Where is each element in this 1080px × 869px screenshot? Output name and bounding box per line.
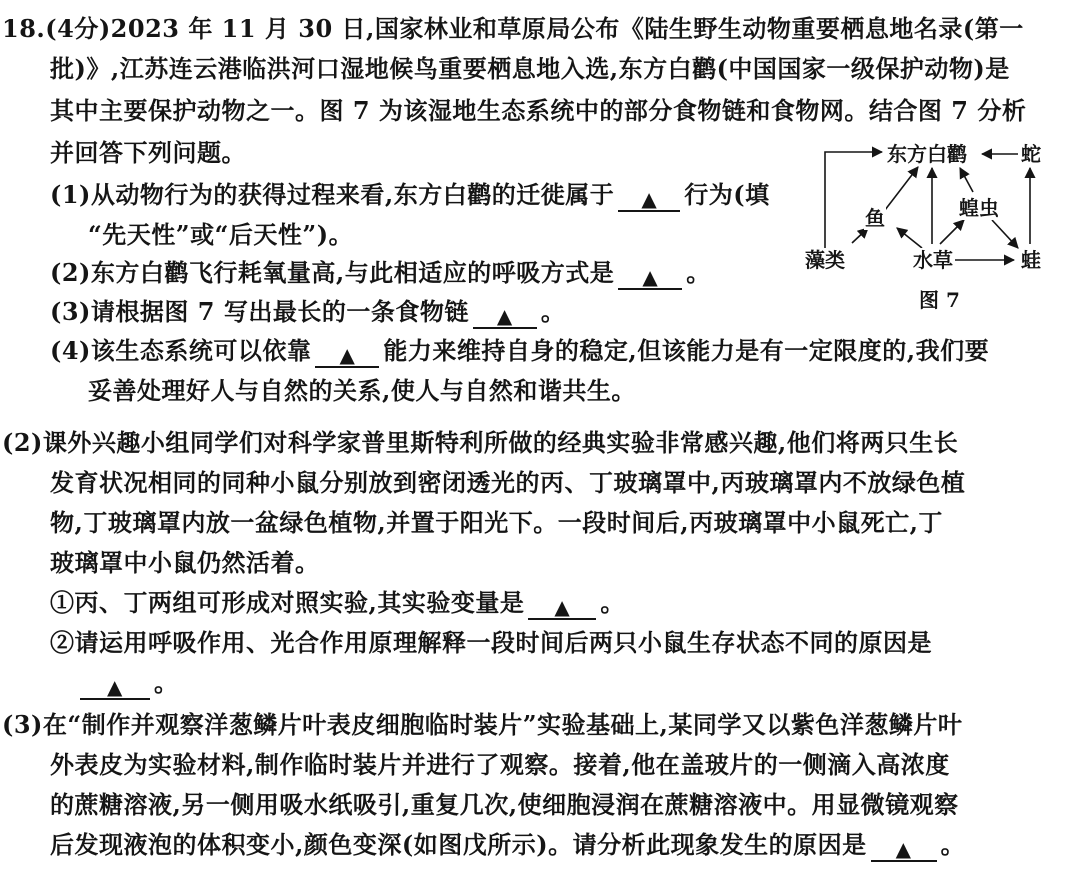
food-web-figure bbox=[800, 140, 1060, 320]
arrow-fish-to-stork bbox=[885, 167, 918, 210]
answer-blank-6[interactable]: ▲ bbox=[80, 674, 150, 700]
answer-blank-1[interactable]: ▲ bbox=[618, 186, 680, 212]
answer-blank-5[interactable]: ▲ bbox=[528, 594, 596, 620]
part2-sub-2: ②请运用呼吸作用、光合作用原理解释一段时间后两只小鼠生存状态不同的原因是 bbox=[50, 628, 932, 657]
answer-blank-4[interactable]: ▲ bbox=[315, 342, 379, 368]
arrow-grasshopper-to-frog bbox=[992, 220, 1018, 248]
answer-blank-2[interactable]: ▲ bbox=[618, 264, 682, 290]
node-fish: 鱼 bbox=[865, 206, 885, 230]
subquestion-4-line-2: 妥善处理好人与自然的关系,使人与自然和谐共生。 bbox=[88, 376, 636, 405]
node-grasshopper: 蝗虫 bbox=[959, 196, 999, 220]
answer-blank-3[interactable]: ▲ bbox=[473, 303, 537, 329]
part2-sub-2-line-2: ▲ 。 bbox=[80, 668, 179, 700]
node-frog: 蛙 bbox=[1021, 248, 1041, 272]
question-line-1 bbox=[2, 14, 1024, 44]
part2-line-1: (2)课外兴趣小组同学们对科学家普里斯特利所做的经典实验非常感兴趣,他们将两只生长 bbox=[2, 428, 959, 457]
question-line-4: 并回答下列问题。 bbox=[50, 138, 246, 167]
arrow-grasshopper-to-stork bbox=[960, 168, 973, 192]
arrow-grass-to-fish bbox=[897, 228, 922, 248]
arrow-grass-to-grasshopper bbox=[940, 220, 964, 244]
node-algae: 藻类 bbox=[805, 248, 845, 272]
subquestion-4: (4)该生态系统可以依靠 ▲ 能力来维持自身的稳定,但该能力是有一定限度的,我们要 bbox=[50, 336, 990, 367]
part2-line-2: 发育状况相同的同种小鼠分别放到密闭透光的丙、丁玻璃罩中,丙玻璃罩内不放绿色植 bbox=[50, 468, 966, 497]
subquestion-1-line-2: “先天性”或“后天性”)。 bbox=[88, 220, 354, 249]
part3-line-1: (3)在“制作并观察洋葱鳞片叶表皮细胞临时装片”实验基础上,某同学又以紫色洋葱鳞片叶 bbox=[2, 710, 963, 739]
part2-sub-1: ①丙、丁两组可形成对照实验,其实验变量是 ▲ 。 bbox=[50, 588, 625, 619]
arrow-algae-to-fish bbox=[852, 228, 868, 243]
question-number: 18. bbox=[2, 14, 46, 43]
subquestion-1: (1)从动物行为的获得过程来看,东方白鹳的迁徙属于 ▲ 行为(填 bbox=[50, 180, 770, 211]
subquestion-3: (3)请根据图 7 写出最长的一条食物链 ▲ 。 bbox=[50, 297, 566, 328]
arrow-algae-to-stork bbox=[825, 152, 882, 248]
figure-caption: 图 7 bbox=[919, 288, 960, 312]
subquestion-2: (2)东方白鹳飞行耗氧量高,与此相适应的呼吸方式是 ▲ 。 bbox=[50, 258, 711, 289]
part2-line-4: 玻璃罩中小鼠仍然活着。 bbox=[50, 548, 320, 577]
question-text: (4分)2023 年 11 月 30 日,国家林业和草原局公布《陆生野生动物重要栖息地名录(第一 bbox=[45, 14, 1024, 43]
part2-line-3: 物,丁玻璃罩内放一盆绿色植物,并置于阳光下。一段时间后,丙玻璃罩中小鼠死亡,丁 bbox=[50, 508, 943, 537]
question-line-3: 其中主要保护动物之一。图 7 为该湿地生态系统中的部分食物链和食物网。结合图 7 分析 bbox=[50, 96, 1027, 125]
question-line-2: 批)》,江苏连云港临洪河口湿地候鸟重要栖息地入选,东方白鹳(中国国家一级保护动物)是 bbox=[50, 54, 1010, 83]
node-water-grass: 水草 bbox=[913, 248, 953, 272]
part3-line-3: 的蔗糖溶液,另一侧用吸水纸吸引,重复几次,使细胞浸润在蔗糖溶液中。用显微镜观察 bbox=[50, 790, 959, 819]
part3-line-2: 外表皮为实验材料,制作临时装片并进行了观察。接着,他在盖玻片的一侧滴入高浓度 bbox=[50, 750, 950, 779]
node-oriental-stork: 东方白鹳 bbox=[887, 142, 967, 166]
part3-line-4: 后发现液泡的体积变小,颜色变深(如图戊所示)。请分析此现象发生的原因是 ▲ 。 bbox=[50, 830, 966, 861]
node-snake: 蛇 bbox=[1021, 142, 1041, 166]
answer-blank-7[interactable]: ▲ bbox=[871, 836, 937, 862]
